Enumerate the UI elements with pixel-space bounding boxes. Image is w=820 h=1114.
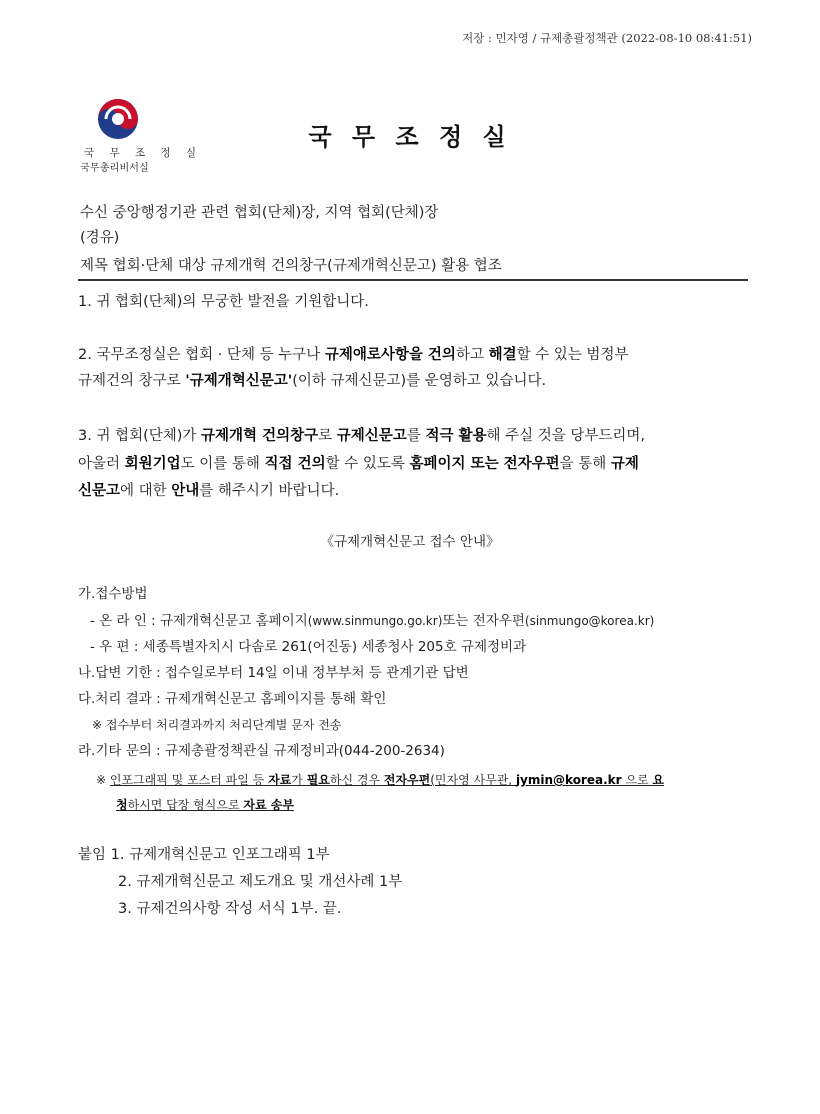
section-ga-title: 가.접수방법 bbox=[78, 586, 148, 602]
paragraph-2-line-1: 2. 국무조정실은 협회 · 단체 등 누구나 규제애로사항을 건의하고 해결할 수 있는 범정부 bbox=[78, 347, 629, 363]
materials-note-line-1: ※ 인포그래픽 및 포스터 파일 등 자료가 필요하신 경우 전자우편(민자영 사무관, jymin@korea.kr 으로 요 bbox=[96, 773, 664, 787]
save-stamp: 저장 : 민자영 / 규제총괄정책관 (2022-08-10 08:41:51) bbox=[462, 31, 752, 45]
recipient-line: 수신 중앙행정기관 관련 협회(단체)장, 지역 협회(단체)장 bbox=[80, 205, 439, 221]
section-da-note: ※ 접수부터 처리결과까지 처리단계별 문자 전송 bbox=[92, 718, 342, 732]
subject-line: 제목 협회·단체 대상 규제개혁 건의창구(규제개혁신문고) 활용 협조 bbox=[80, 258, 502, 274]
paragraph-2-line-2: 규제건의 창구로 '규제개혁신문고'(이하 규제신문고)를 운영하고 있습니다. bbox=[78, 373, 547, 389]
section-na: 나.답변 기한 : 접수일로부터 14일 이내 정부부처 등 관계기관 답변 bbox=[78, 665, 469, 681]
guide-title: 《규제개혁신문고 접수 안내》 bbox=[320, 534, 500, 550]
online-method: - 온 라 인 : 규제개혁신문고 홈페이지(www.sinmungo.go.kr)또는 전자우편(sinmungo@korea.kr) bbox=[90, 613, 655, 629]
document-title: 국 무 조 정 실 bbox=[308, 123, 512, 151]
materials-note-line-2: 청하시면 답장 형식으로 자료 송부 bbox=[116, 798, 294, 812]
paragraph-3-line-2: 아울러 회원기업도 이를 통해 직접 건의할 수 있도록 홈페이지 또는 전자우편을 통해 규제 bbox=[78, 456, 639, 472]
logo-org-name: 국 무 조 정 실 bbox=[84, 147, 203, 159]
attachment-3: 3. 규제건의사항 작성 서식 1부. 끝. bbox=[118, 901, 342, 917]
section-da: 다.처리 결과 : 규제개혁신문고 홈페이지를 통해 확인 bbox=[78, 691, 387, 707]
logo-sub-name: 국무총리비서실 bbox=[80, 163, 150, 174]
attachment-1: 붙임 1. 규제개혁신문고 인포그래픽 1부 bbox=[78, 847, 330, 863]
paragraph-3-line-3: 신문고에 대한 안내를 해주시기 바랍니다. bbox=[78, 483, 340, 499]
paragraph-3-line-1: 3. 귀 협회(단체)가 규제개혁 건의창구로 규제신문고를 적극 활용해 주실 것을 당부드리며, bbox=[78, 428, 646, 444]
paragraph-1: 1. 귀 협회(단체)의 무궁한 발전을 기원합니다. bbox=[78, 294, 369, 310]
via-line: (경유) bbox=[80, 230, 120, 246]
postal-method: - 우 편 : 세종특별자치시 다솜로 261(어진동) 세종청사 205호 규제정비과 bbox=[90, 639, 527, 655]
section-ra: 라.기타 문의 : 규제총괄정책관실 규제정비과(044-200-2634) bbox=[78, 743, 445, 759]
attachment-2: 2. 규제개혁신문고 제도개요 및 개선사례 1부 bbox=[118, 874, 403, 890]
subject-divider bbox=[78, 279, 748, 281]
